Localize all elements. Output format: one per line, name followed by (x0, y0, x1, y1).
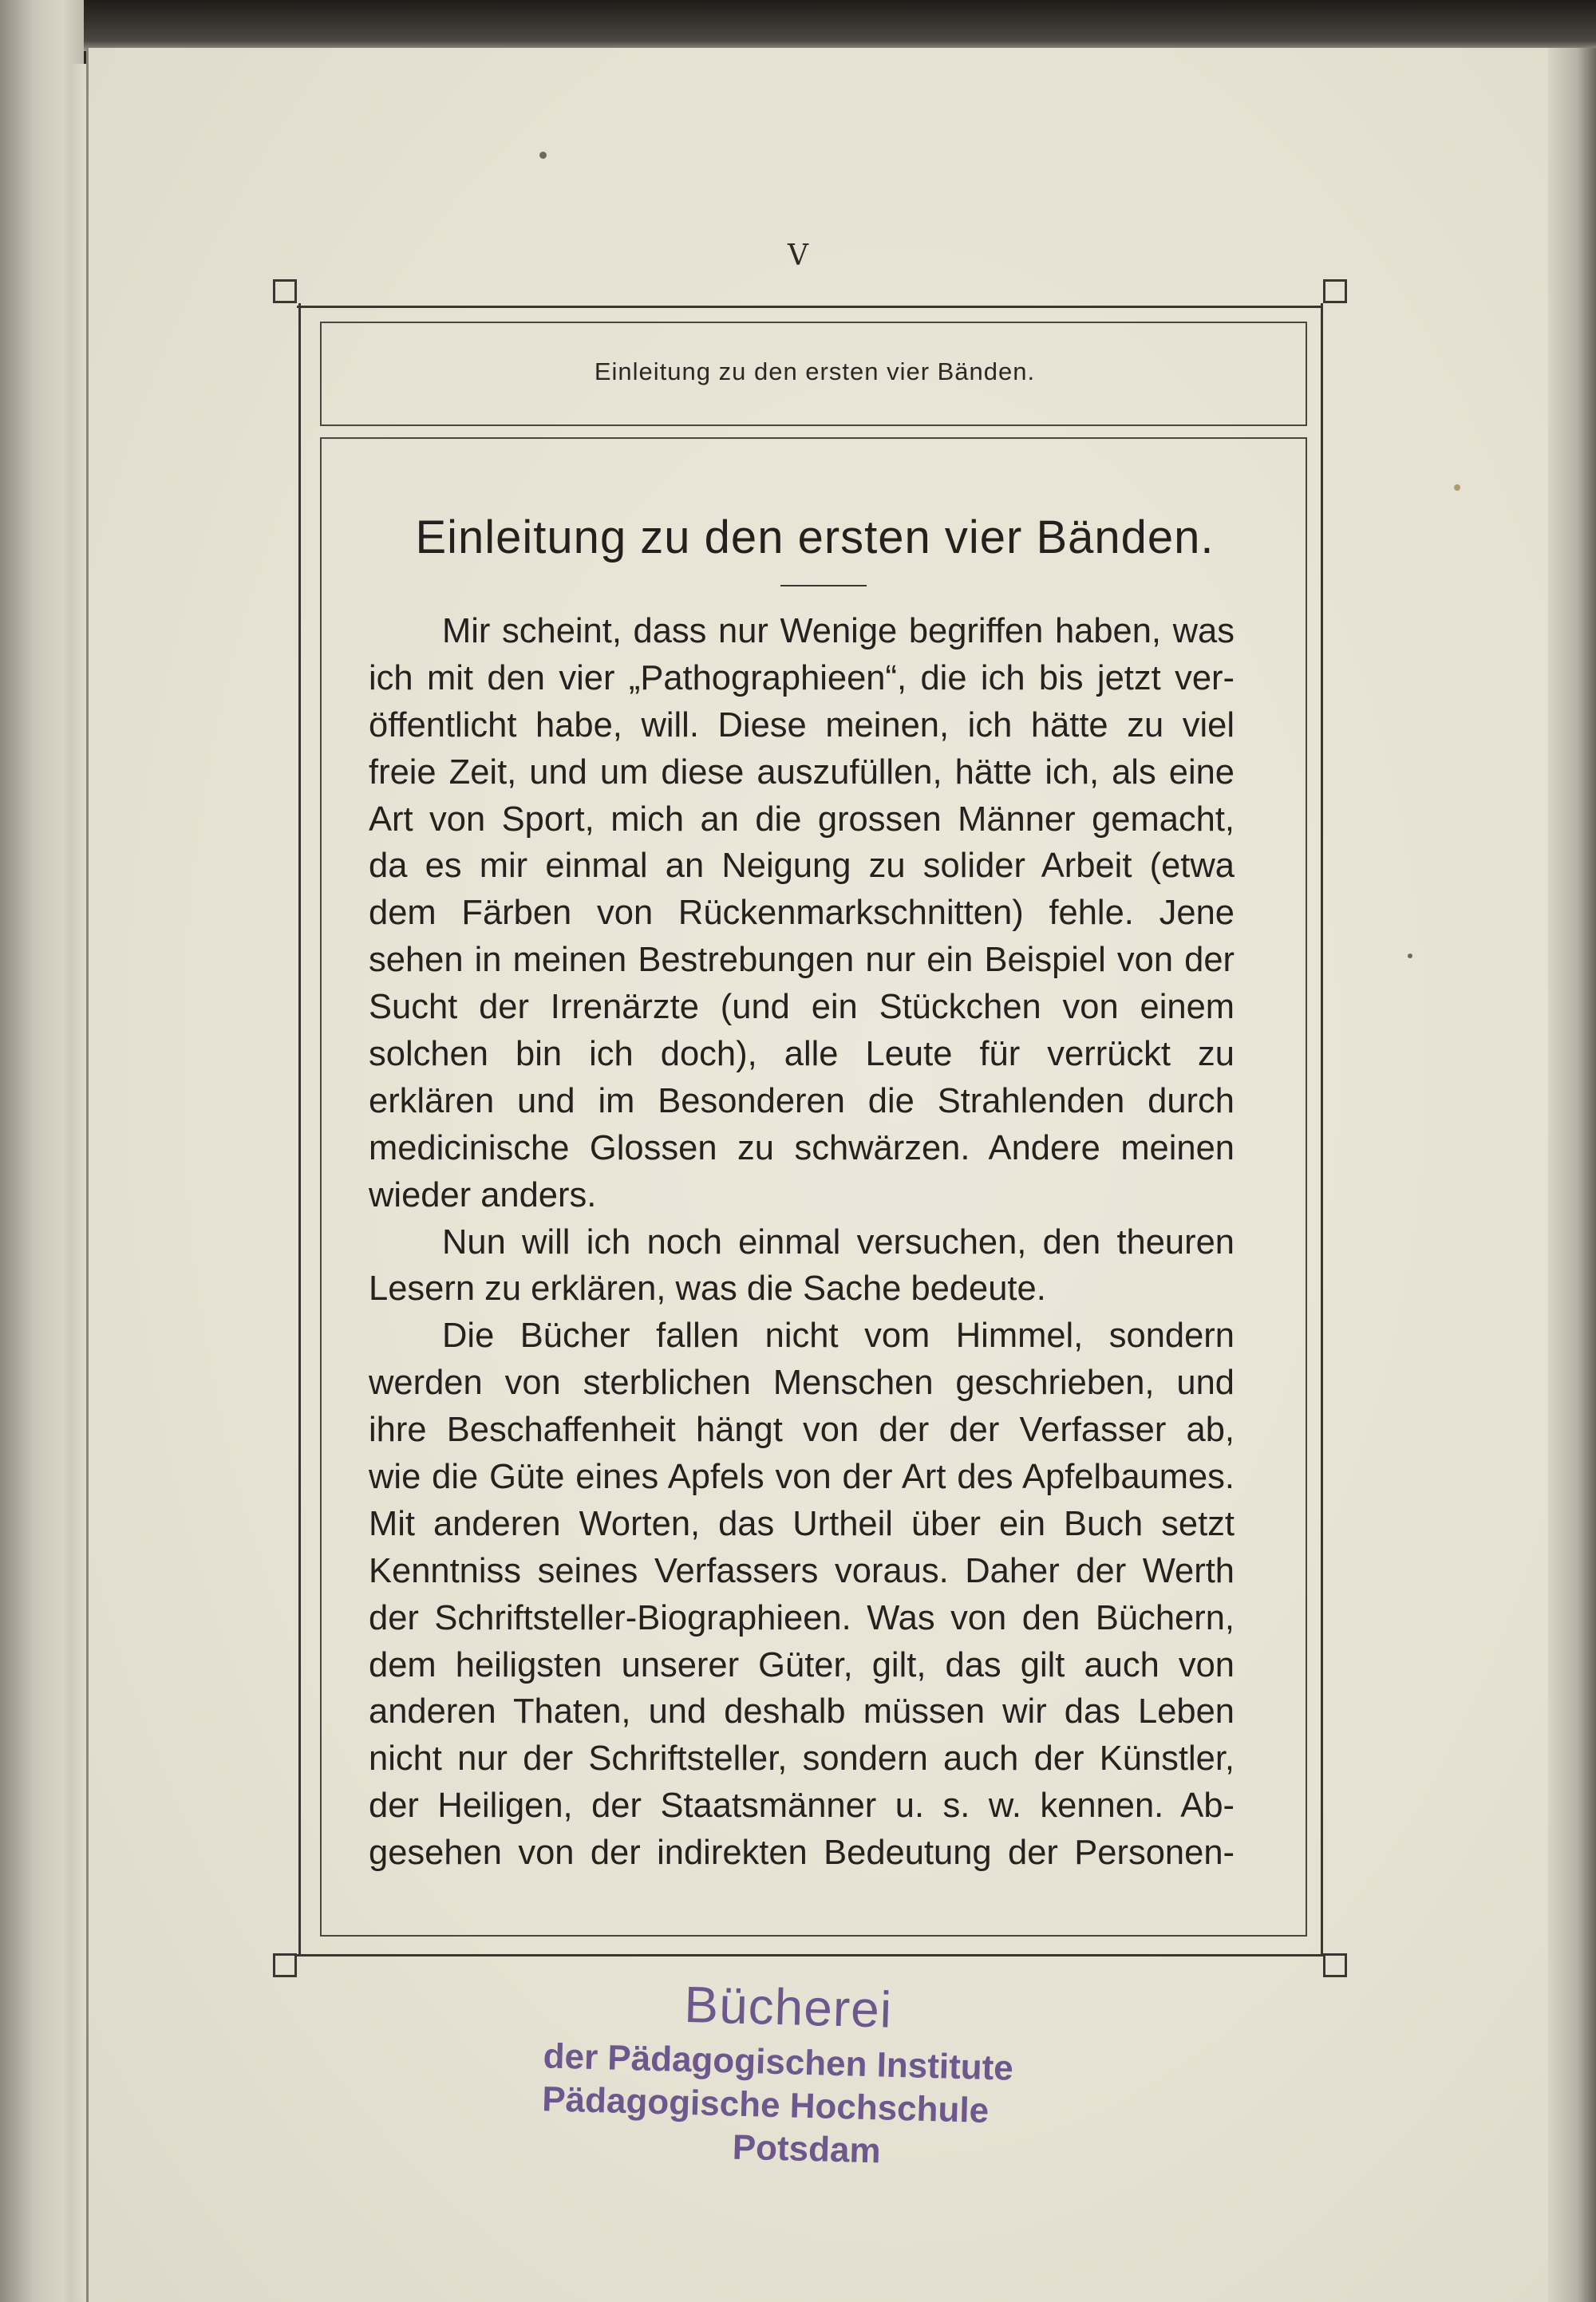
chapter-title: Einleitung zu den ersten vier Bänden. (415, 511, 1215, 563)
body-box-left (320, 437, 322, 1937)
text-line: der Schriftsteller-Biographieen. Was von den Büchern, (369, 1598, 1235, 1637)
text-line: medicinische Glossen zu schwärzen. Andere meinen (369, 1128, 1235, 1167)
text-line: Kenntniss seines Verfassers voraus. Daher der Werth (369, 1551, 1235, 1590)
text-line: der Heiligen, der Staatsmänner u. s. w. kennen. Ab- (369, 1787, 1235, 1826)
text-line: Sucht der Irrenärzte (und ein Stückchen von einem (369, 988, 1235, 1027)
frame-left-line (298, 303, 301, 1955)
text-line: dem heiligsten unserer Güter, gilt, das gilt auch von (369, 1645, 1235, 1684)
paper-speck (1454, 484, 1460, 491)
text-line: gesehen von der indirekten Bedeutung der Personen- (369, 1834, 1235, 1873)
text-line: sehen in meinen Bestrebungen nur ein Beispiel von der (369, 941, 1235, 980)
text-line: Art von Sport, mich an die grossen Männer gemacht, (369, 800, 1235, 839)
right-book-edge (1548, 48, 1596, 2302)
text-line: nicht nur der Schriftsteller, sondern auch der Künstler, (369, 1739, 1235, 1779)
text-line: Lesern zu erklären, was die Sache bedeute. (369, 1269, 1046, 1309)
stamp-line-2: der Pädagogischen Institute (543, 2036, 1014, 2088)
body-text (369, 608, 1235, 1877)
paper-speck (1408, 954, 1412, 958)
running-header: Einleitung zu den ersten vier Bänden. (594, 357, 1036, 385)
text-line: ich mit den vier „Pathographieen“, die ich bis jetzt ver- (369, 658, 1235, 697)
frame-right-line (1321, 303, 1323, 1955)
paper-speck (539, 152, 547, 159)
text-line: werden von sterblichen Menschen geschrieben, und (369, 1364, 1235, 1403)
frame-corner-bottom-right (1323, 1953, 1347, 1977)
header-box-bottom (320, 424, 1307, 426)
text-line: freie Zeit, und um diese auszufüllen, hätte ich, als eine (369, 752, 1235, 792)
text-line: dem Färben von Rückenmarkschnitten) fehle. Jene (369, 894, 1235, 933)
header-box-top (320, 322, 1307, 323)
binding-gutter (86, 48, 89, 2302)
text-line: anderen Thaten, und deshalb müssen wir das Leben (369, 1692, 1235, 1731)
text-line: erklären und im Besonderen die Strahlenden durch (369, 1081, 1235, 1120)
stamp-line-1: Bücherei (683, 1975, 893, 2039)
text-line: Nun will ich noch einmal versuchen, den theuren (442, 1222, 1235, 1262)
text-line: wieder anders. (369, 1175, 597, 1214)
frame-bottom-line (297, 1954, 1323, 1957)
stamp-line-4: Potsdam (732, 2127, 882, 2171)
body-box-top (320, 437, 1307, 439)
text-line: ihre Beschaffenheit hängt von der der Verfasser ab, (369, 1411, 1235, 1450)
scan-background-top (0, 0, 1596, 51)
text-line: da es mir einmal an Neigung zu solider Arbeit (etwa (369, 847, 1235, 886)
text-line: öffentlicht habe, will. Diese meinen, ich hätte zu viel (369, 705, 1235, 744)
body-box-bottom (320, 1935, 1307, 1937)
page-number: V (788, 239, 808, 272)
frame-corner-top-right (1323, 279, 1347, 303)
body-box-right (1306, 437, 1307, 1937)
text-line: solchen bin ich doch), alle Leute für verrückt zu (369, 1035, 1235, 1074)
frame-corner-top-left (273, 279, 297, 303)
library-stamp (508, 1970, 1168, 2194)
frame-corner-bottom-left (273, 1953, 297, 1977)
stamp-line-3: Pädagogische Hochschule (541, 2079, 990, 2130)
title-rule (780, 585, 867, 586)
text-line: wie die Güte eines Apfels von der Art des Apfelbaumes. (369, 1458, 1235, 1497)
frame-top-line (297, 306, 1323, 308)
text-line: Mir scheint, dass nur Wenige begriffen haben, was (442, 612, 1235, 650)
text-line: Mit anderen Worten, das Urtheil über ein Buch setzt (369, 1504, 1235, 1543)
text-line: Die Bücher fallen nicht vom Himmel, sondern (442, 1317, 1235, 1356)
